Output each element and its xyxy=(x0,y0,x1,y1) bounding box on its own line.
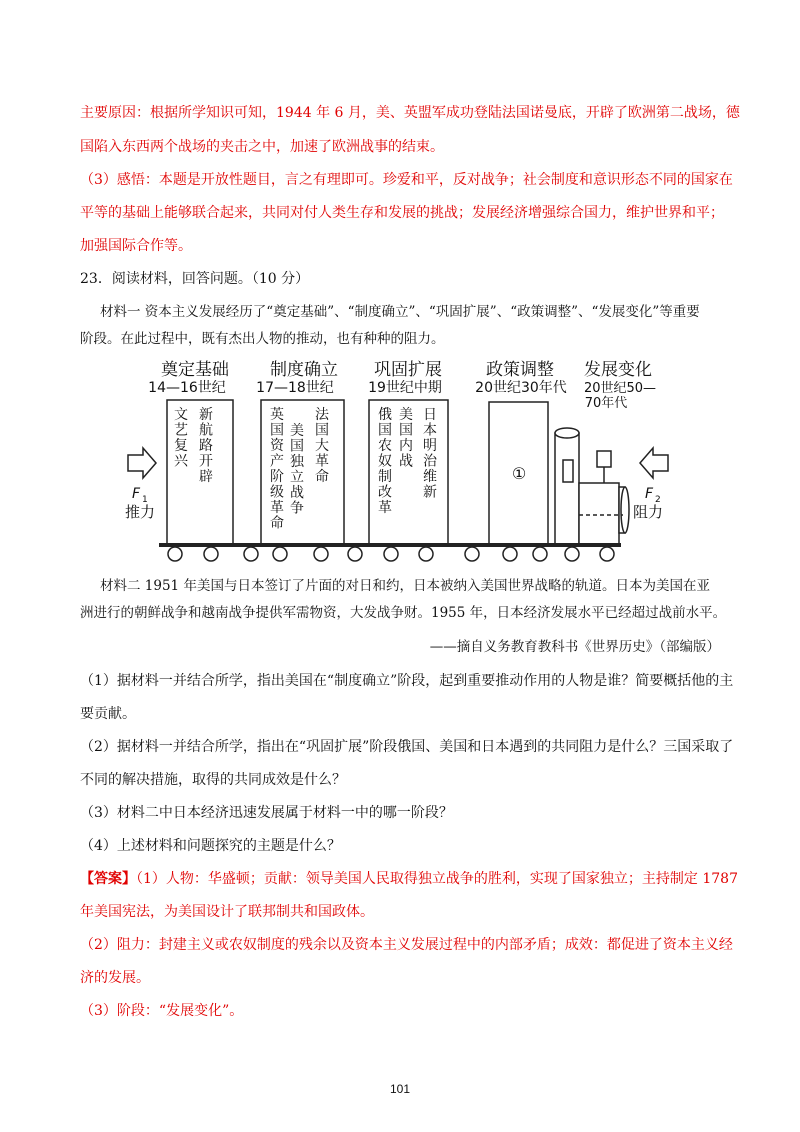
answer-text: 加强国际合作等。 xyxy=(80,238,192,254)
stage-period: 17—18世纪 xyxy=(256,380,334,396)
sub-question: （4）上述材料和问题探究的主题是什么？ xyxy=(80,838,341,854)
answer-text: 平等的基础上能够联合起来，共同对付人类生存和发展的挑战；发展经济增强综合国力，维护世界和平； xyxy=(80,205,724,221)
sub-question: 要贡献。 xyxy=(80,706,136,722)
material-two: 材料二 1951 年美国与日本签订了片面的对日和约，日本被纳入美国世界战略的轨道。日本为美国在亚 xyxy=(100,578,710,594)
material-one: 材料一 资本主义发展经历了“奠定基础”、“制度确立”、“巩固扩展”、“政策调整”、“发展变化”等重要 xyxy=(100,304,700,320)
answer-text: 国陷入东西两个战场的夹击之中，加速了欧洲战事的结束。 xyxy=(80,139,444,155)
wagon-text: 美国独立战争 xyxy=(290,423,304,517)
wagon-text: 俄国农奴制改革 xyxy=(378,407,392,516)
sub-question: 不同的解决措施，取得的共同成效是什么？ xyxy=(80,772,346,788)
sub-question: （3）材料二中日本经济迅速发展属于材料一中的哪一阶段？ xyxy=(80,805,453,821)
stage-period: 70年代 xyxy=(584,396,628,411)
answer-text: 年美国宪法，为美国设计了联邦制共和国政体。 xyxy=(80,904,374,920)
material-two: 洲进行的朝鲜战争和越南战争提供军需物资，大发战争财。1955 年，日本经济发展水平已经超过战前水平。 xyxy=(80,605,727,621)
stage-name: 政策调整 xyxy=(486,360,554,380)
force-label: 推力 xyxy=(125,503,156,521)
stage-name: 发展变化 xyxy=(584,360,652,380)
force-symbol: F xyxy=(132,486,141,502)
source-citation: ——摘自义务教育教科书《世界历史》（部编版） xyxy=(429,639,720,655)
answer-text: 济的发展。 xyxy=(80,970,150,986)
stage-period: 14—16世纪 xyxy=(148,380,226,396)
resist-arrow-icon xyxy=(640,448,668,478)
wagon-text: 英国资产阶级革命 xyxy=(270,407,284,532)
force-label: 阻力 xyxy=(633,503,664,521)
answer-tag: 【答案】 xyxy=(80,871,136,887)
wagon-text: 美国内战 xyxy=(399,407,413,470)
stage-period: 20世纪50— xyxy=(583,381,657,396)
force-symbol: F xyxy=(645,486,654,502)
force-subscript: 1 xyxy=(142,495,148,505)
locomotive xyxy=(555,428,629,545)
push-arrow-icon xyxy=(128,448,156,478)
blank-marker: ① xyxy=(511,464,527,483)
wagon-text: 文艺复兴 xyxy=(174,407,188,470)
stage-name: 制度确立 xyxy=(270,360,338,380)
wagon-text: 法国大革命 xyxy=(315,407,329,485)
stage-name: 巩固扩展 xyxy=(374,360,442,380)
answer-text xyxy=(80,870,738,888)
sub-question: （1）据材料一并结合所学，指出美国在“制度确立”阶段，起到重要推动作用的人物是谁？简要概括他的主 xyxy=(80,673,734,689)
question-heading: 23．阅读材料，回答问题。（10 分） xyxy=(80,271,310,287)
answer-text: （3）阶段：“发展变化”。 xyxy=(80,1003,244,1019)
page-number: 101 xyxy=(389,1082,411,1096)
stage-period: 20世纪30年代 xyxy=(475,380,567,396)
stage-name: 奠定基础 xyxy=(161,360,229,380)
force-subscript: 2 xyxy=(655,495,661,505)
answer-text: 主要原因：根据所学知识可知，1944 年 6 月，美、英盟军成功登陆法国诺曼底，开辟了欧洲第二战场，德 xyxy=(80,105,740,121)
stage-period: 19世纪中期 xyxy=(368,380,442,396)
material-one: 阶段。在此过程中，既有杰出人物的推动，也有种种的阻力。 xyxy=(80,331,445,347)
sub-question: （2）据材料一并结合所学，指出在“巩固扩展”阶段俄国、美国和日本遇到的共同阻力是什么？三国采取了 xyxy=(80,739,734,755)
wagon-text: 日本明治维新 xyxy=(423,407,437,501)
answer-text: （2）阻力：封建主义或农奴制度的残余以及资本主义发展过程中的内部矛盾；成效：都促进了资本主义经 xyxy=(80,937,733,953)
wagon-text: 新航路开辟 xyxy=(199,407,213,485)
wheels xyxy=(168,547,614,561)
answer-line: （1）人物：华盛顿；贡献：领导美国人民取得独立战争的胜利，实现了国家独立；主持制定 1787 xyxy=(136,871,738,887)
answer-text: （3）感悟：本题是开放性题目，言之有理即可。珍爱和平，反对战争；社会制度和意识形态不同的国家在 xyxy=(80,172,733,188)
capitalism-train-figure xyxy=(123,355,679,570)
